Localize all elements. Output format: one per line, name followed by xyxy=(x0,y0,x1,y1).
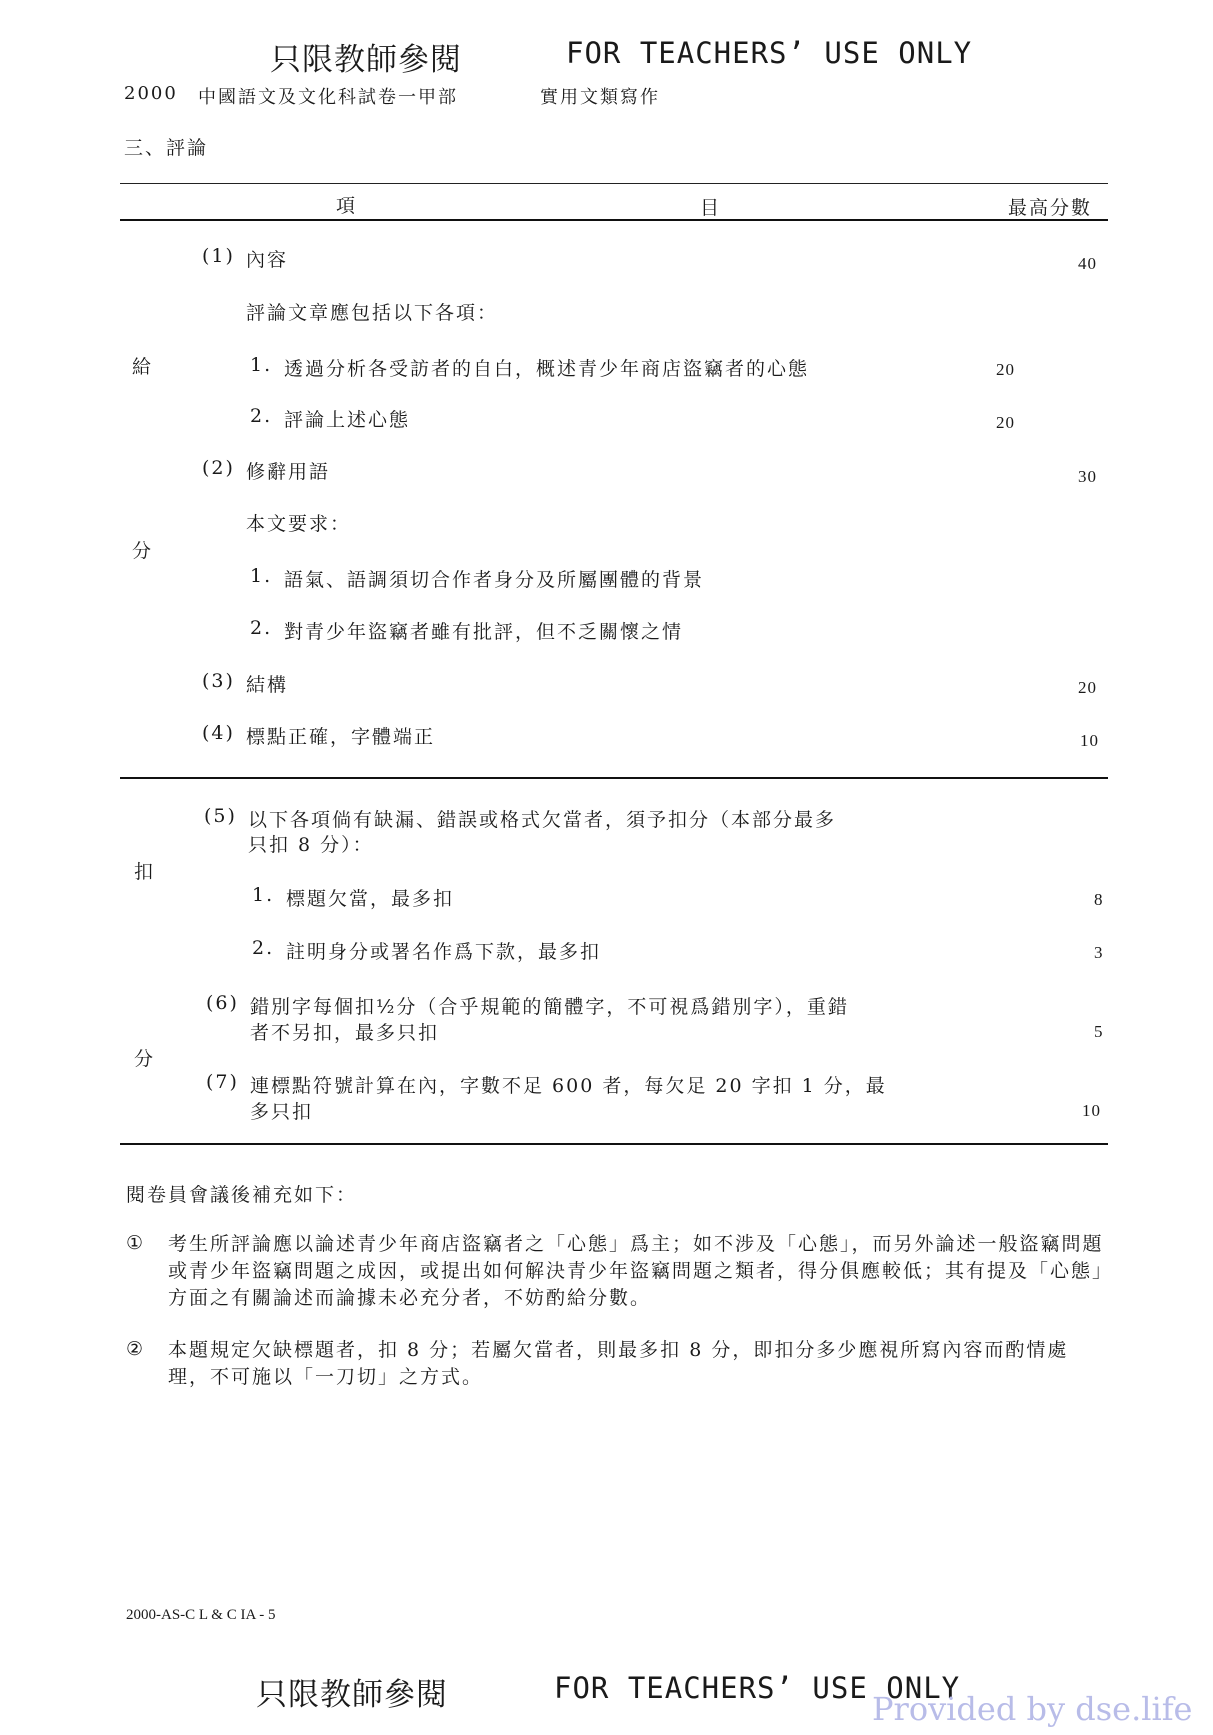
side-label-give-1: 給 xyxy=(132,356,152,378)
item-1-sub-2-num: 2. xyxy=(250,405,273,427)
item-1-num: (1) xyxy=(202,245,235,267)
item-7-line-1: 連標點符號計算在內，字數不足 600 者，每欠足 20 字扣 1 分，最 xyxy=(250,1075,887,1097)
item-2-num: (2) xyxy=(202,457,235,479)
item-5-sub-1-score: 8 xyxy=(1094,890,1104,909)
note-2-text: 本題規定欠缺標題者，扣 8 分；若屬欠當者，則最多扣 8 分，即扣分多少應視所寫內容而酌情處理，不可施以「一刀切」之方式。 xyxy=(168,1339,1069,1388)
item-5-sub-2-score: 3 xyxy=(1094,943,1104,962)
note-2-mark: ② xyxy=(126,1338,146,1360)
watermark: Provided by dse.life xyxy=(872,1690,1193,1728)
item-5-sub-1-text: 標題欠當，最多扣 xyxy=(286,888,455,910)
item-1-score: 40 xyxy=(1078,254,1097,273)
item-2-label: 修辭用語 xyxy=(246,461,331,483)
item-5-sub-2-num: 2. xyxy=(252,937,275,959)
item-3-label: 結構 xyxy=(246,674,289,696)
side-label-give-2: 分 xyxy=(132,540,152,562)
item-2-intro: 本文要求： xyxy=(246,513,352,535)
item-5-sub-2-text: 註明身分或署名作爲下款，最多扣 xyxy=(286,941,602,963)
table-bottom-rule xyxy=(120,1143,1108,1145)
item-1-sub-2-text: 評論上述心態 xyxy=(284,409,411,431)
notes-intro: 閱卷員會議後補充如下： xyxy=(126,1184,358,1206)
item-6-line-1: 錯別字每個扣½分（合乎規範的簡體字，不可視爲錯別字），重錯 xyxy=(250,996,849,1018)
item-1-label: 內容 xyxy=(246,249,289,271)
subtitle-paper: 中國語文及文化科試卷一甲部 xyxy=(198,87,458,108)
item-1-sub-2-score: 20 xyxy=(996,413,1015,432)
subtitle-year: 2000 xyxy=(124,83,178,104)
footer-en: FOR TEACHERS’ USE ONLY xyxy=(554,1671,961,1705)
item-6-line-2: 者不另扣，最多只扣 xyxy=(250,1022,440,1044)
section-title: 三、評論 xyxy=(124,137,209,159)
item-2-score: 30 xyxy=(1078,467,1097,486)
item-3-num: (3) xyxy=(202,670,235,692)
item-5-line-1: 以下各項倘有缺漏、錯誤或格式欠當者，須予扣分（本部分最多 xyxy=(248,809,837,831)
item-3-score: 20 xyxy=(1078,678,1097,697)
footer-cn: 只限教師參閱 xyxy=(256,1677,448,1713)
item-1-intro: 評論文章應包括以下各項： xyxy=(246,302,499,324)
subtitle-section: 實用文類寫作 xyxy=(540,87,660,108)
item-5-sub-1-num: 1. xyxy=(252,884,275,906)
item-4-score: 10 xyxy=(1080,731,1099,750)
side-label-deduct-1: 扣 xyxy=(134,861,154,883)
side-label-deduct-2: 分 xyxy=(134,1048,154,1070)
note-1-text: 考生所評論應以論述青少年商店盜竊者之「心態」爲主；如不涉及「心態」，而另外論述一般盜竊問題或青少年盜竊問題之成因，或提出如何解決青少年盜竊問題之類者，得分俱應較低；其有提及「心態」方面之有關論述而論據未必充分者，不妨酌給分數。 xyxy=(168,1233,1104,1309)
item-4-label: 標點正確，字體端正 xyxy=(246,726,436,748)
item-2-sub-1-text: 語氣、語調須切合作者身分及所屬團體的背景 xyxy=(284,569,705,591)
item-7-score: 10 xyxy=(1082,1101,1101,1120)
item-2-sub-2-text: 對青少年盜竊者雖有批評，但不乏關懷之情 xyxy=(284,621,684,643)
table-mid-rule xyxy=(120,777,1108,779)
footer-code: 2000-AS-C L & C IA - 5 xyxy=(126,1607,276,1623)
table-header-rule xyxy=(120,219,1108,221)
table-header-item-right: 目 xyxy=(700,197,722,219)
item-2-sub-2-num: 2. xyxy=(250,617,273,639)
item-5-num: (5) xyxy=(204,805,237,827)
item-1-sub-1-score: 20 xyxy=(996,360,1015,379)
note-1-mark: ① xyxy=(126,1232,146,1254)
item-4-num: (4) xyxy=(202,722,235,744)
item-6-score: 5 xyxy=(1094,1022,1104,1041)
item-2-sub-1-num: 1. xyxy=(250,565,273,587)
header-en: FOR TEACHERS’ USE ONLY xyxy=(566,36,973,70)
table-header-max-score: 最高分數 xyxy=(1008,197,1093,219)
item-6-num: (6) xyxy=(206,992,239,1014)
header-cn: 只限教師參閱 xyxy=(270,42,462,78)
item-5-line-2: 只扣 8 分）： xyxy=(248,834,374,856)
item-1-sub-1-text: 透過分析各受訪者的自白，概述青少年商店盜竊者的心態 xyxy=(284,358,810,380)
item-7-line-2: 多只扣 xyxy=(250,1101,314,1123)
table-header-item-left: 項 xyxy=(336,195,358,217)
table-top-rule xyxy=(120,183,1108,184)
item-1-sub-1-num: 1. xyxy=(250,354,273,376)
item-7-num: (7) xyxy=(206,1071,239,1093)
